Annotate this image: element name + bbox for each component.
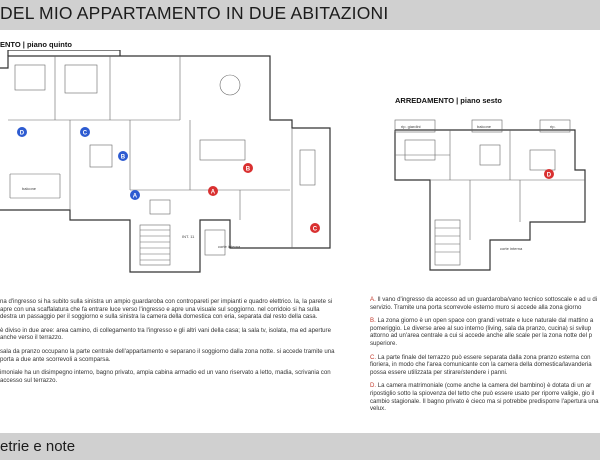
svg-text:C: C <box>312 226 318 233</box>
room-label-balcone-sesto: balcone <box>477 124 492 129</box>
marker-d-red <box>544 169 554 179</box>
marker-a-red <box>208 186 218 196</box>
fifth-floor-label: ENTO | piano quinto <box>0 40 72 49</box>
page-title: DEL MIO APPARTAMENTO IN DUE ABITAZIONI <box>0 3 389 23</box>
description-left <box>0 298 335 390</box>
room-label-int11: INT. 11 <box>182 234 195 239</box>
description-right <box>370 296 600 419</box>
room-label-corte-interna: corte interna <box>218 244 241 249</box>
marker-b-red <box>243 163 253 173</box>
svg-text:C: C <box>82 130 88 137</box>
svg-text:A: A <box>132 193 138 200</box>
marker-b-blue <box>118 151 128 161</box>
room-label-balcone: balcone <box>22 186 37 191</box>
svg-text:D: D <box>546 172 552 179</box>
desc-right-d: D. La camera matrimoniale (come anche la camera del bambino) è dotata di un ar ripostiglio sotto la spiovenza del tetto che può essere usato per riporre valigie, gio il cambio stagionale. Il bagno privato è cieco ma si potrebbe predisporre l'apertura una velux. <box>370 382 599 413</box>
desc-left-p4: imoniale ha un disimpegno interno, bagno privato, ampia cabina armadio ed un vano riservato a letto, madia, scrivania con accesso sul terrazzo. <box>0 369 331 384</box>
fifth-floor-plan <box>0 50 340 285</box>
marker-a-blue <box>130 190 140 200</box>
svg-text:D: D <box>19 130 25 137</box>
room-label-corte-interna-sesto: corte interna <box>500 246 523 251</box>
marker-c-blue <box>80 127 90 137</box>
room-label-rip-giardini: rip. giardini <box>401 124 421 129</box>
desc-right-c: C. La parte finale del terrazzo può essere separata dalla zona pranzo esterna con fioriera, in modo che l'area comunicante con la camera della domestica/lavanderia possa essere utilizzata per stirare/stendere i panni. <box>370 353 592 376</box>
desc-right-b: B. La zona giorno è un open space con grandi vetrate e luce naturale dal mattino a pomeriggio. Le diverse aree al suo interno (living, sala da pranzo, cucina) si svilup attorno ad un'area centrale a cui si accede anche alle scale per la zona notte del p superiore. <box>370 317 594 347</box>
sixth-floor-label: ARREDAMENTO | piano sesto <box>395 96 502 105</box>
desc-left-p1: na d'ingresso si ha subito sulla sinistra un ampio guardaroba con contropareti per impianti e quadro elettrico. la, la parete si apre con una scaffalatura che fa entrare luce verso l'ingresso e apre una visuale sul soggiorno. nel corridoio si ha sulla destra un passaggio per il soggiorno e sulla sinistra la camera della domestica con eria, separata dal resto della casa. <box>0 298 333 321</box>
footer-title: etrie e note <box>0 438 76 455</box>
title-bar <box>0 0 600 30</box>
desc-right-a: A. Il vano d'ingresso da accesso ad un guardaroba/vano tecnico sottoscale e ad u di servizio. Tramite una porta scorrevole esterno muro si accede alla zona giorno <box>370 296 598 311</box>
sixth-floor-plan <box>390 110 600 285</box>
marker-d-blue <box>17 127 27 137</box>
svg-text:A: A <box>210 189 216 196</box>
footer-bar <box>0 433 600 460</box>
svg-text:B: B <box>120 154 126 161</box>
desc-left-p2: è diviso in due aree: area camino, di collegamento tra l'ingresso e gli altri vani della casa; la sala tv, isolata, ma ed aperture anche verso il terrazzo. <box>0 326 331 342</box>
marker-c-red <box>310 223 320 233</box>
svg-text:B: B <box>245 166 251 173</box>
room-label-rip: rip. <box>550 124 556 129</box>
desc-left-p3: sala da pranzo occupano la parte centrale dell'appartamento e separano il soggiorno dalla zona notte. si accede tramite una porta a due ante scorrevoli a scomparsa. <box>0 347 335 363</box>
